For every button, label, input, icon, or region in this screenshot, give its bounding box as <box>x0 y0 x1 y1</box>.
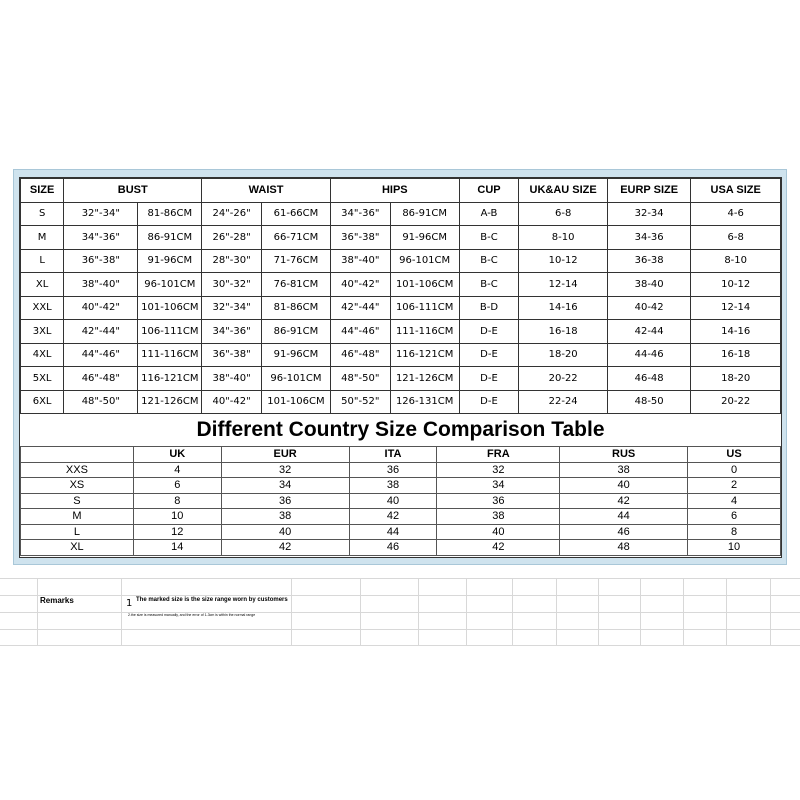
table-cell: 48"-50" <box>64 390 138 414</box>
table-cell: D-E <box>459 367 519 391</box>
table-cell: 6-8 <box>519 202 608 226</box>
table-cell: 96-101CM <box>138 273 202 297</box>
table-row <box>21 296 781 320</box>
table-cell: S <box>21 493 134 509</box>
country-comparison-table <box>20 446 781 556</box>
table-cell: 40"-42" <box>202 390 262 414</box>
table-cell: A-B <box>459 202 519 226</box>
table-cell: 42"-44" <box>64 320 138 344</box>
table-cell: D-E <box>459 343 519 367</box>
table-cell: 40-42 <box>607 296 690 320</box>
table-cell: 16-18 <box>691 343 781 367</box>
table-cell: 38 <box>221 509 349 525</box>
table-cell: 8 <box>133 493 221 509</box>
remarks-number: 1 <box>126 598 133 609</box>
table-cell: 34 <box>437 478 560 494</box>
table-row <box>21 249 781 273</box>
remarks-label: Remarks <box>40 596 74 605</box>
header-ita: ITA <box>349 447 437 463</box>
remarks-line-2: 2.the size is measured manually, and the error of 1-3cm is within the normal range <box>128 613 256 617</box>
table-cell: 71-76CM <box>261 249 330 273</box>
table-cell: 14-16 <box>691 320 781 344</box>
table-cell: 44 <box>349 524 437 540</box>
table-cell: 10 <box>688 540 781 556</box>
table-cell: 81-86CM <box>138 202 202 226</box>
table-cell: 106-111CM <box>390 296 459 320</box>
table-cell: B-C <box>459 249 519 273</box>
table-cell: 66-71CM <box>261 226 330 250</box>
table-cell: 42 <box>560 493 688 509</box>
table-cell: 3XL <box>21 320 64 344</box>
table-cell: 6 <box>133 478 221 494</box>
table-cell: 20-22 <box>691 390 781 414</box>
table-cell: 106-111CM <box>138 320 202 344</box>
table-row <box>21 390 781 414</box>
table-cell: 5XL <box>21 367 64 391</box>
table-cell: 28"-30" <box>202 249 262 273</box>
table-cell: 38 <box>560 462 688 478</box>
table-cell: 24"-26" <box>202 202 262 226</box>
table-cell: 101-106CM <box>261 390 330 414</box>
table-cell: 8-10 <box>519 226 608 250</box>
table-cell: 34-36 <box>607 226 690 250</box>
table-cell: 48 <box>560 540 688 556</box>
table-cell: 96-101CM <box>261 367 330 391</box>
table-cell: L <box>21 524 134 540</box>
table-cell: 44"-46" <box>64 343 138 367</box>
table-cell: 86-91CM <box>390 202 459 226</box>
table-cell: 34 <box>221 478 349 494</box>
table-cell: 4XL <box>21 343 64 367</box>
table-cell: XL <box>21 540 134 556</box>
table-cell: 48"-50" <box>330 367 390 391</box>
header-usa-size: USA SIZE <box>691 179 781 203</box>
table-cell: 34"-36" <box>64 226 138 250</box>
table-cell: 44"-46" <box>330 320 390 344</box>
table-cell: 42 <box>437 540 560 556</box>
table-cell: 6 <box>688 509 781 525</box>
table-cell: 61-66CM <box>261 202 330 226</box>
header-blank <box>21 447 134 463</box>
table-cell: 111-116CM <box>138 343 202 367</box>
table-row <box>21 320 781 344</box>
table-cell: 111-116CM <box>390 320 459 344</box>
table-cell: 18-20 <box>691 367 781 391</box>
table-cell: 40 <box>349 493 437 509</box>
table-row <box>21 509 781 525</box>
table-cell: 38"-40" <box>202 367 262 391</box>
table-cell: 40 <box>221 524 349 540</box>
table-cell: 18-20 <box>519 343 608 367</box>
table-cell: 0 <box>688 462 781 478</box>
table-row <box>21 493 781 509</box>
table-cell: 12 <box>133 524 221 540</box>
header-fra: FRA <box>437 447 560 463</box>
table-cell: 6XL <box>21 390 64 414</box>
table-cell: 4 <box>133 462 221 478</box>
table-cell: 48-50 <box>607 390 690 414</box>
table-row <box>21 524 781 540</box>
table-cell: 116-121CM <box>390 343 459 367</box>
table-cell: 38-40 <box>607 273 690 297</box>
remarks-line-1: The marked size is the size range worn by customers <box>136 597 288 603</box>
remarks-grid <box>0 578 800 646</box>
header-bust: BUST <box>64 179 202 203</box>
table-cell: 44-46 <box>607 343 690 367</box>
table-cell: 32 <box>437 462 560 478</box>
table-cell: 8-10 <box>691 249 781 273</box>
table-cell: 42 <box>349 509 437 525</box>
table-cell: D-E <box>459 320 519 344</box>
table-cell: B-C <box>459 226 519 250</box>
table-cell: M <box>21 226 64 250</box>
table-cell: 20-22 <box>519 367 608 391</box>
table-cell: S <box>21 202 64 226</box>
table-cell: 101-106CM <box>138 296 202 320</box>
table-cell: 36 <box>221 493 349 509</box>
table-cell: 50"-52" <box>330 390 390 414</box>
table-cell: D-E <box>459 390 519 414</box>
table-cell: 12-14 <box>519 273 608 297</box>
table-cell: 2 <box>688 478 781 494</box>
table-cell: 126-131CM <box>390 390 459 414</box>
table-cell: XXS <box>21 462 134 478</box>
table-row <box>21 226 781 250</box>
table-cell: 38 <box>349 478 437 494</box>
table-row <box>21 540 781 556</box>
table-cell: 86-91CM <box>261 320 330 344</box>
table-cell: 36 <box>437 493 560 509</box>
table-cell: 76-81CM <box>261 273 330 297</box>
header-us: US <box>688 447 781 463</box>
table-row <box>21 343 781 367</box>
header-rus: RUS <box>560 447 688 463</box>
comparison-title: Different Country Size Comparison Table <box>196 418 605 441</box>
header-waist: WAIST <box>202 179 331 203</box>
table-cell: 36"-38" <box>64 249 138 273</box>
table-cell: 38 <box>437 509 560 525</box>
size-chart-table <box>20 178 781 414</box>
table-cell: 34"-36" <box>202 320 262 344</box>
header-uk: UK <box>133 447 221 463</box>
table-cell: 34"-36" <box>330 202 390 226</box>
table-cell: 46-48 <box>607 367 690 391</box>
table-cell: 6-8 <box>691 226 781 250</box>
table-row <box>21 202 781 226</box>
table-cell: 81-86CM <box>261 296 330 320</box>
table-cell: 38"-40" <box>330 249 390 273</box>
table-cell: 26"-28" <box>202 226 262 250</box>
table-cell: 36"-38" <box>202 343 262 367</box>
table-cell: 36 <box>349 462 437 478</box>
table-row <box>21 273 781 297</box>
table-cell: XXL <box>21 296 64 320</box>
table-cell: B-D <box>459 296 519 320</box>
table-cell: 44 <box>560 509 688 525</box>
table-cell: 91-96CM <box>138 249 202 273</box>
table-row <box>21 478 781 494</box>
table-cell: 91-96CM <box>390 226 459 250</box>
table-cell: 91-96CM <box>261 343 330 367</box>
table-cell: 4 <box>688 493 781 509</box>
table-cell: 46"-48" <box>330 343 390 367</box>
table-cell: 38"-40" <box>64 273 138 297</box>
table-cell: 32-34 <box>607 202 690 226</box>
header-uk-au-size: UK&AU SIZE <box>519 179 608 203</box>
table-row <box>21 462 781 478</box>
table-cell: 30"-32" <box>202 273 262 297</box>
table-cell: 32"-34" <box>64 202 138 226</box>
table-cell: 96-101CM <box>390 249 459 273</box>
table-cell: L <box>21 249 64 273</box>
table-cell: 32"-34" <box>202 296 262 320</box>
table-cell: 8 <box>688 524 781 540</box>
table-cell: M <box>21 509 134 525</box>
country-header-row <box>21 447 781 463</box>
table-cell: 42 <box>221 540 349 556</box>
table-cell: 36-38 <box>607 249 690 273</box>
table-cell: 101-106CM <box>390 273 459 297</box>
table-cell: 46 <box>560 524 688 540</box>
table-cell: 40 <box>437 524 560 540</box>
header-size: SIZE <box>21 179 64 203</box>
table-cell: 40"-42" <box>64 296 138 320</box>
table-cell: 16-18 <box>519 320 608 344</box>
table-cell: 14 <box>133 540 221 556</box>
table-cell: 42"-44" <box>330 296 390 320</box>
table-cell: 86-91CM <box>138 226 202 250</box>
table-cell: 46 <box>349 540 437 556</box>
table-cell: 116-121CM <box>138 367 202 391</box>
table-cell: 121-126CM <box>390 367 459 391</box>
table-cell: 121-126CM <box>138 390 202 414</box>
table-cell: 22-24 <box>519 390 608 414</box>
table-cell: 40 <box>560 478 688 494</box>
table-cell: B-C <box>459 273 519 297</box>
table-cell: 46"-48" <box>64 367 138 391</box>
table-cell: 36"-38" <box>330 226 390 250</box>
header-hips: HIPS <box>330 179 459 203</box>
table-cell: 12-14 <box>691 296 781 320</box>
header-cup: CUP <box>459 179 519 203</box>
table-cell: 40"-42" <box>330 273 390 297</box>
table-cell: 4-6 <box>691 202 781 226</box>
table-cell: XL <box>21 273 64 297</box>
table-row <box>21 367 781 391</box>
table-cell: 10-12 <box>519 249 608 273</box>
table-cell: 32 <box>221 462 349 478</box>
size-chart-header-row <box>21 179 781 203</box>
header-eurp-size: EURP SIZE <box>607 179 690 203</box>
table-cell: 10-12 <box>691 273 781 297</box>
table-cell: XS <box>21 478 134 494</box>
table-cell: 14-16 <box>519 296 608 320</box>
table-cell: 10 <box>133 509 221 525</box>
table-cell: 42-44 <box>607 320 690 344</box>
header-eur: EUR <box>221 447 349 463</box>
